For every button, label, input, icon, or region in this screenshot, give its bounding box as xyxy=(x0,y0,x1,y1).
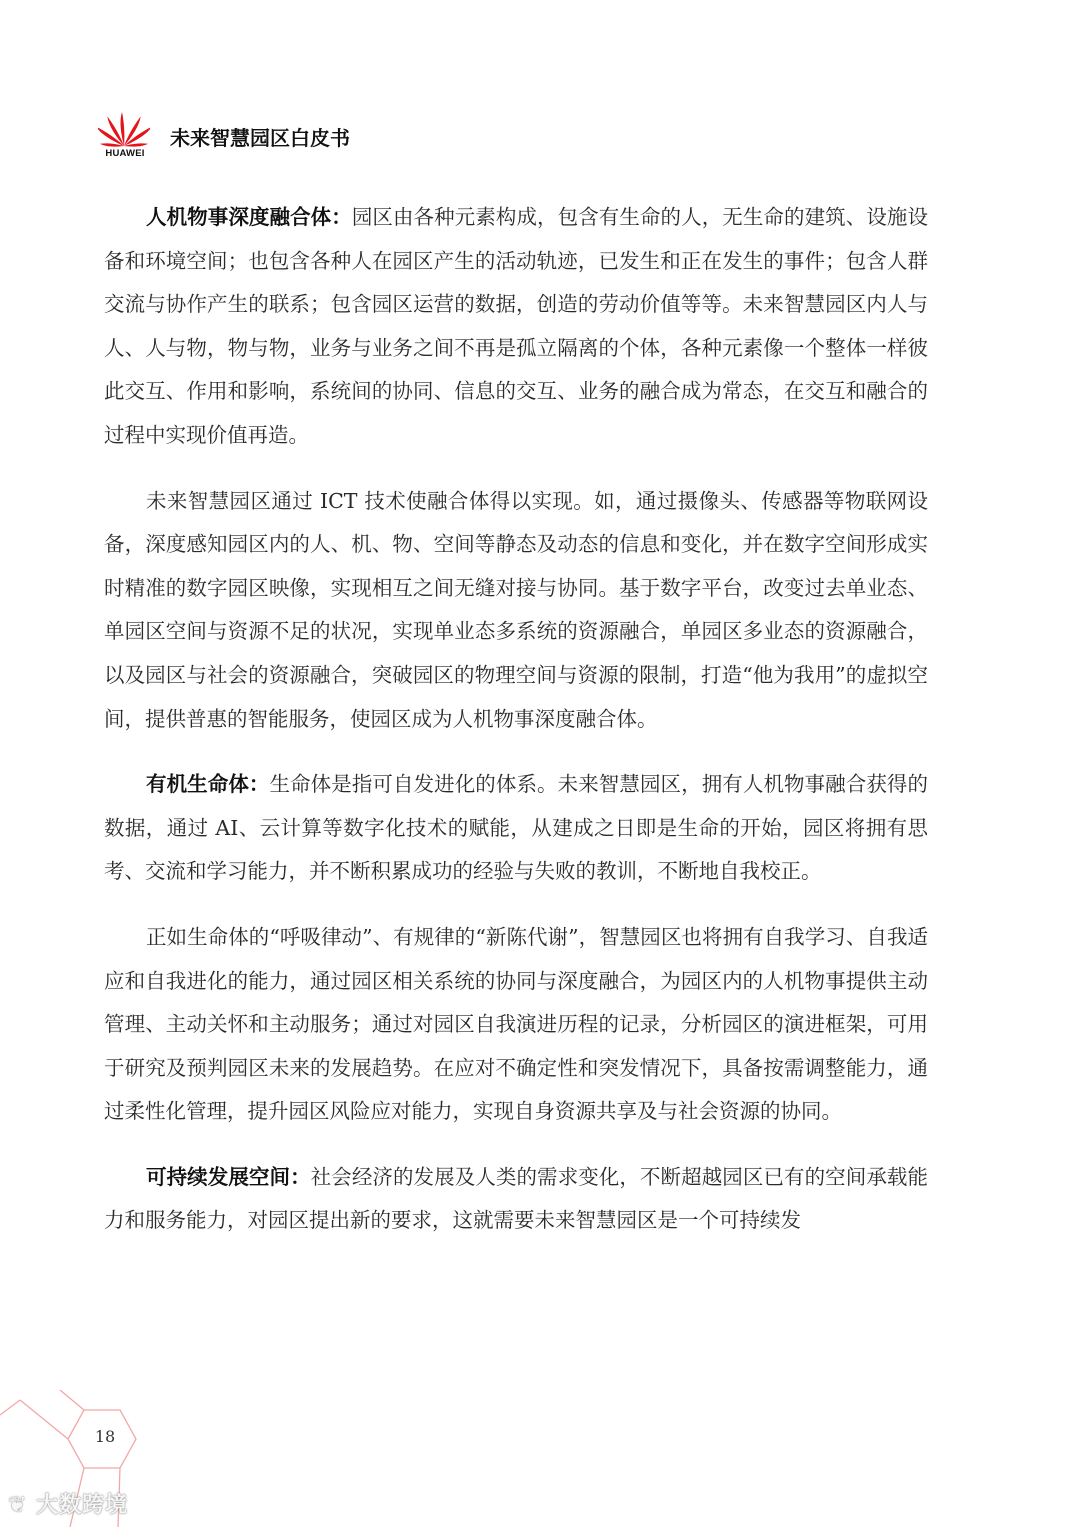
watermark-text: 大数跨境 xyxy=(36,1493,129,1518)
huawei-logo-icon xyxy=(98,108,150,164)
page-number: 18 xyxy=(94,1427,116,1446)
document-title: 未来智慧园区白皮书 xyxy=(170,126,350,150)
paragraph-lead: 人机物事深度融合体： xyxy=(146,205,352,229)
paragraph-sustainable-space xyxy=(104,1156,928,1243)
paragraph-organic-life-form xyxy=(104,763,928,894)
paragraph-lead: 可持续发展空间： xyxy=(146,1164,311,1189)
paragraph-self-evolution xyxy=(104,916,928,1134)
paragraph-human-machine-integration xyxy=(104,196,928,458)
main-content xyxy=(104,196,928,1265)
logo-wordmark: HUAWEI xyxy=(105,148,145,159)
paragraph-text: 社会经济的发展及人类的需求变化，不断超越园区已有的空间承载能力和服务能力，对园区提出新的要求，这就需要未来智慧园区是一个可持续发 xyxy=(104,1164,929,1233)
watermark-logo-icon: ❦ xyxy=(8,1493,37,1518)
paragraph-text: 未来智慧园区通过 ICT 技术使融合体得以实现。如，通过摄像头、传感器等物联网设备，深度感知园区内的人、机、物、空间等静态及动态的信息和变化，并在数字空间形成实时精准的数字园区映像，实现相互之间无缝对接与协同。基于数字平台，改变过去单业态、单园区空间与资源不足的状况，实现单业态多系统的资源融合，单园区多业态的资源融合，以及园区与社会的资源融合，突破园区的物理空间与资源的限制，打造“他为我用”的虚拟空间，提供普惠的智能服务，使园区成为人机物事深度融合体。 xyxy=(104,488,928,731)
paragraph-text: 园区由各种元素构成，包含有生命的人，无生命的建筑、设施设备和环境空间；也包含各种人在园区产生的活动轨迹，已发生和正在发生的事件；包含人群交流与协作产生的联系；包含园区运营的数据，创造的劳动价值等等。未来智慧园区内人与人、人与物，物与物，业务与业务之间不再是孤立隔离的个体，各种元素像一个整体一样彼此交互、作用和影响，系统间的协同、信息的交互、业务的融合成为常态，在交互和融合的过程中实现价值再造。 xyxy=(104,205,929,447)
paragraph-text: 生命体是指可自发进化的体系。未来智慧园区，拥有人机物事融合获得的数据，通过 AI、云计算等数字化技术的赋能，从建成之日即是生命的开始，园区将拥有思考、交流和学习能力，并不断积累成功的经验与失败的教训，不断地自我校正。 xyxy=(104,772,929,884)
paragraph-ict-integration xyxy=(104,480,928,742)
paragraph-lead: 有机生命体： xyxy=(146,772,270,797)
paragraph-text: 正如生命体的“呼吸律动”、有规律的“新陈代谢”，智慧园区也将拥有自我学习、自我适应和自我进化的能力，通过园区相关系统的协同与深度融合，为园区内的人机物事提供主动管理、主动关怀和主动服务；通过对园区自我演进历程的记录，分析园区的演进框架，可用于研究及预判园区未来的发展趋势。在应对不确定性和突发情况下，具备按需调整能力，通过柔性化管理，提升园区风险应对能力，实现自身资源共享及与社会资源的协同。 xyxy=(104,924,928,1124)
watermark xyxy=(8,1488,128,1519)
